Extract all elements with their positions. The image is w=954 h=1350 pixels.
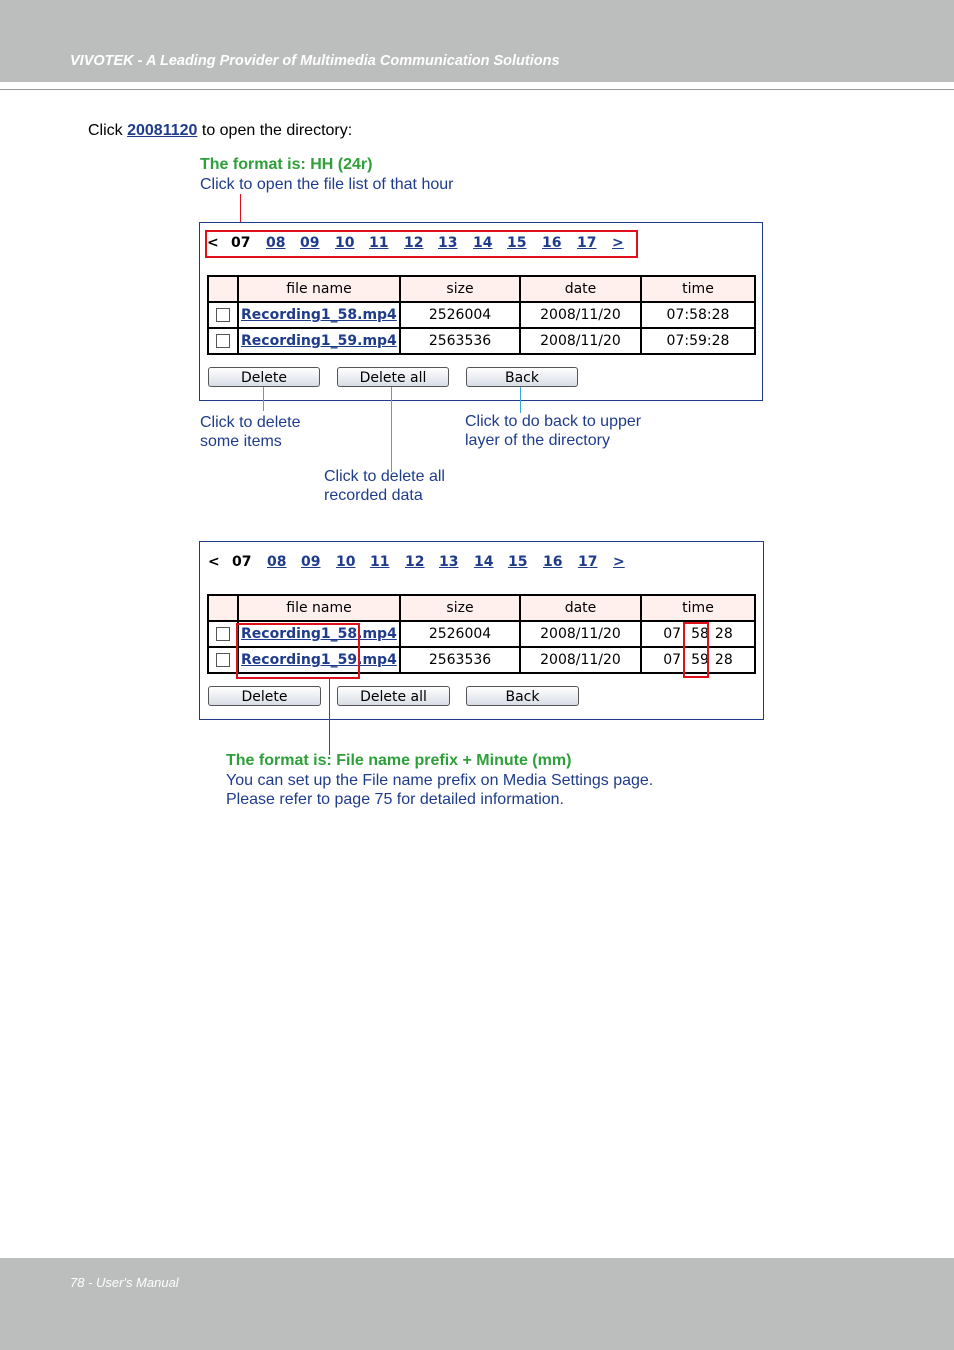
file-date: 2008/11/20 (520, 328, 641, 354)
back-callout-line (520, 387, 521, 413)
file-link[interactable]: Recording1_59.mp4 (238, 647, 400, 673)
filename-callout-line (329, 677, 330, 755)
intro-text: Click 20081120 to open the directory: (88, 122, 353, 139)
footer-page-label: 78 - User's Manual (70, 1275, 179, 1290)
file-link[interactable]: Recording1_58.mp4 (238, 302, 400, 328)
hour-current: 07 (232, 554, 252, 570)
hour-link-17[interactable]: 17 (577, 235, 597, 251)
row-checkbox[interactable] (216, 334, 230, 348)
file-time: 07 59 28 (641, 647, 755, 673)
row-checkbox[interactable] (216, 308, 230, 322)
file-link[interactable]: Recording1_58.mp4 (238, 621, 400, 647)
page-footer (0, 1258, 954, 1350)
hour-link-10[interactable]: 10 (335, 235, 355, 251)
hour-link-16[interactable]: 16 (543, 554, 563, 570)
back-button[interactable]: Back (466, 367, 578, 387)
file-list-panel-1 (199, 222, 763, 401)
file-size: 2563536 (400, 647, 520, 673)
hour-next-link[interactable]: > (613, 554, 625, 570)
col-size: size (400, 276, 520, 302)
hour-current: 07 (231, 235, 251, 251)
hour-link-12[interactable]: 12 (404, 235, 424, 251)
hour-link-16[interactable]: 16 (542, 235, 562, 251)
file-date: 2008/11/20 (520, 647, 641, 673)
hour-prev-link[interactable]: < (208, 554, 220, 570)
back-button[interactable]: Back (466, 686, 579, 706)
hour-link-12[interactable]: 12 (405, 554, 425, 570)
header-title: VIVOTEK - A Leading Provider of Multimedia Communication Solutions (70, 53, 560, 69)
col-time: time (641, 595, 755, 621)
filename-prefix-highlight (236, 623, 360, 679)
hour-link-13[interactable]: 13 (438, 235, 458, 251)
file-link[interactable]: Recording1_59.mp4 (238, 328, 400, 354)
row-checkbox[interactable] (216, 627, 230, 641)
hour-link-13[interactable]: 13 (439, 554, 459, 570)
hour-nav-highlight (205, 230, 638, 258)
table-row (208, 302, 755, 328)
col-file-name: file name (238, 595, 400, 621)
page-header (0, 0, 954, 82)
back-note: Click to do back to upper layer of the directory (465, 413, 642, 449)
file-table-1 (207, 275, 756, 355)
header-divider (0, 89, 954, 90)
hour-link-10[interactable]: 10 (336, 554, 356, 570)
hour-format-desc: Click to open the file list of that hour (200, 176, 454, 193)
col-file-name: file name (238, 276, 400, 302)
hour-link-11[interactable]: 11 (369, 235, 389, 251)
row-checkbox[interactable] (216, 653, 230, 667)
hour-next-link[interactable]: > (612, 235, 624, 251)
file-time: 07 58 28 (641, 621, 755, 647)
hour-format-title: The format is: HH (24r) (200, 156, 373, 173)
file-size: 2526004 (400, 621, 520, 647)
file-size: 2563536 (400, 328, 520, 354)
delete-button[interactable]: Delete (208, 686, 321, 706)
col-size: size (400, 595, 520, 621)
hour-link-14[interactable]: 14 (473, 235, 493, 251)
col-time: time (641, 276, 755, 302)
hour-link-11[interactable]: 11 (370, 554, 390, 570)
file-time: 07:58:28 (641, 302, 755, 328)
delete-all-callout-line (391, 387, 392, 472)
delete-all-button[interactable]: Delete all (337, 686, 450, 706)
col-date: date (520, 595, 641, 621)
delete-button[interactable]: Delete (208, 367, 320, 387)
hour-link-08[interactable]: 08 (266, 235, 286, 251)
hour-nav-2 (208, 554, 638, 574)
delete-note: Click to delete some items (200, 414, 301, 450)
delete-all-button[interactable]: Delete all (337, 367, 449, 387)
col-date: date (520, 276, 641, 302)
hour-link-15[interactable]: 15 (508, 554, 528, 570)
directory-link-20081120[interactable]: 20081120 (127, 122, 198, 139)
hour-link-17[interactable]: 17 (578, 554, 598, 570)
file-time: 07:59:28 (641, 328, 755, 354)
hour-link-08[interactable]: 08 (267, 554, 287, 570)
delete-callout-line (263, 387, 264, 411)
hour-link-15[interactable]: 15 (507, 235, 527, 251)
table-header-row (208, 276, 755, 302)
file-date: 2008/11/20 (520, 621, 641, 647)
hour-prev-link[interactable]: < (207, 235, 219, 251)
filename-format-desc: You can set up the File name prefix on Media Settings page. Please refer to page 75 for detailed information. (226, 772, 654, 808)
minute-highlight (683, 622, 709, 678)
hour-link-09[interactable]: 09 (300, 235, 320, 251)
hour-link-09[interactable]: 09 (301, 554, 321, 570)
filename-format-title: The format is: File name prefix + Minute (mm) (226, 752, 572, 769)
hour-link-14[interactable]: 14 (474, 554, 494, 570)
delete-all-note: Click to delete all recorded data (324, 468, 445, 504)
file-size: 2526004 (400, 302, 520, 328)
file-list-panel-2 (199, 541, 764, 720)
table-row (208, 328, 755, 354)
file-date: 2008/11/20 (520, 302, 641, 328)
table-header-row (208, 595, 755, 621)
